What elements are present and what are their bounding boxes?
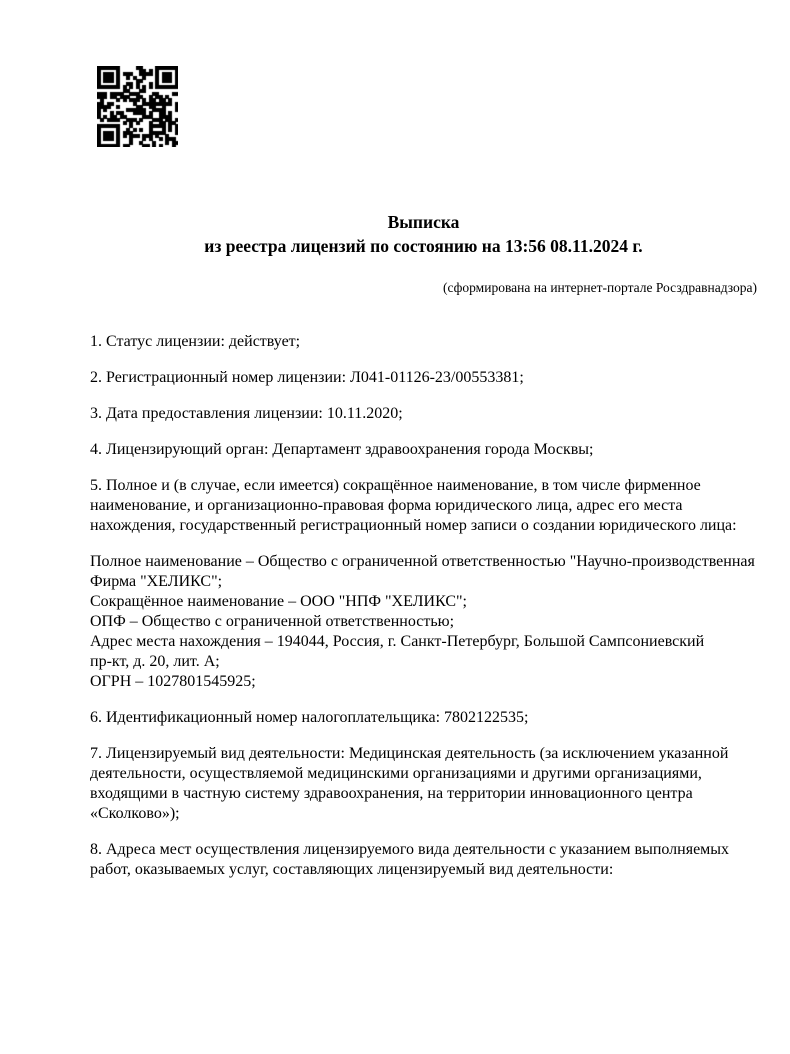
document-line: 7. Лицензируемый вид деятельности: Медицинская деятельность (за исключением указанной	[90, 745, 729, 762]
document-line: Полное наименование – Общество с ограниченной ответственностью "Научно-производственная	[90, 553, 755, 570]
document-line: пр-кт, д. 20, лит. А;	[90, 653, 220, 670]
paragraph-7	[90, 708, 780, 728]
document-title-line-2: из реестра лицензий по состоянию на 13:56 08.11.2024 г.	[204, 236, 643, 256]
qr-code	[97, 66, 178, 147]
paragraph-9	[90, 840, 780, 880]
document-line: входящими в частную систему здравоохранения, на территории инновационного центра	[90, 785, 693, 802]
document-line: Адрес места нахождения – 194044, Россия, г. Санкт-Петербург, Большой Сампсониевский	[90, 633, 705, 650]
paragraph-4	[90, 440, 780, 460]
paragraph-6	[90, 552, 780, 692]
document-line: 8. Адреса мест осуществления лицензируемого вида деятельности с указанием выполняемых	[90, 841, 730, 858]
document-body	[90, 332, 780, 880]
document-line: 3. Дата предоставления лицензии: 10.11.2020;	[90, 405, 403, 422]
document-line: «Сколково»);	[90, 805, 180, 822]
document-line: 5. Полное и (в случае, если имеется) сокращённое наименование, в том числе фирменное	[90, 477, 701, 494]
document-line: 1. Статус лицензии: действует;	[90, 333, 301, 350]
document-line: нахождения, государственный регистрационный номер записи о создании юридического лица:	[90, 517, 737, 534]
paragraph-1	[90, 332, 780, 352]
document-line: Сокращённое наименование – ООО "НПФ "ХЕЛИКС";	[90, 593, 467, 610]
document-line: 2. Регистрационный номер лицензии: Л041-01126-23/00553381;	[90, 369, 524, 386]
paragraph-2	[90, 368, 780, 388]
document-line: работ, оказываемых услуг, составляющих лицензируемый вид деятельности:	[90, 861, 614, 878]
document-line: деятельности, осуществляемой медицинскими организациями и другими организациями,	[90, 765, 702, 782]
document-line: 4. Лицензирующий орган: Департамент здравоохранения города Москвы;	[90, 441, 594, 458]
document-line: 6. Идентификационный номер налогоплательщика: 7802122535;	[90, 709, 529, 726]
paragraph-5	[90, 476, 780, 536]
document-line: ОПФ – Общество с ограниченной ответственностью;	[90, 613, 455, 630]
document-line: наименование, и организационно-правовая форма юридического лица, адрес его места	[90, 497, 683, 514]
document-title	[90, 210, 757, 258]
formation-note: (сформирована на интернет-портале Росздравнадзора)	[442, 280, 757, 295]
document-title-line-1: Выписка	[387, 212, 460, 232]
document-line: Фирма "ХЕЛИКС";	[90, 573, 223, 590]
document-line: ОГРН – 1027801545925;	[90, 673, 256, 690]
paragraph-3	[90, 404, 780, 424]
paragraph-8	[90, 744, 780, 824]
qr-code-canvas	[97, 66, 178, 147]
